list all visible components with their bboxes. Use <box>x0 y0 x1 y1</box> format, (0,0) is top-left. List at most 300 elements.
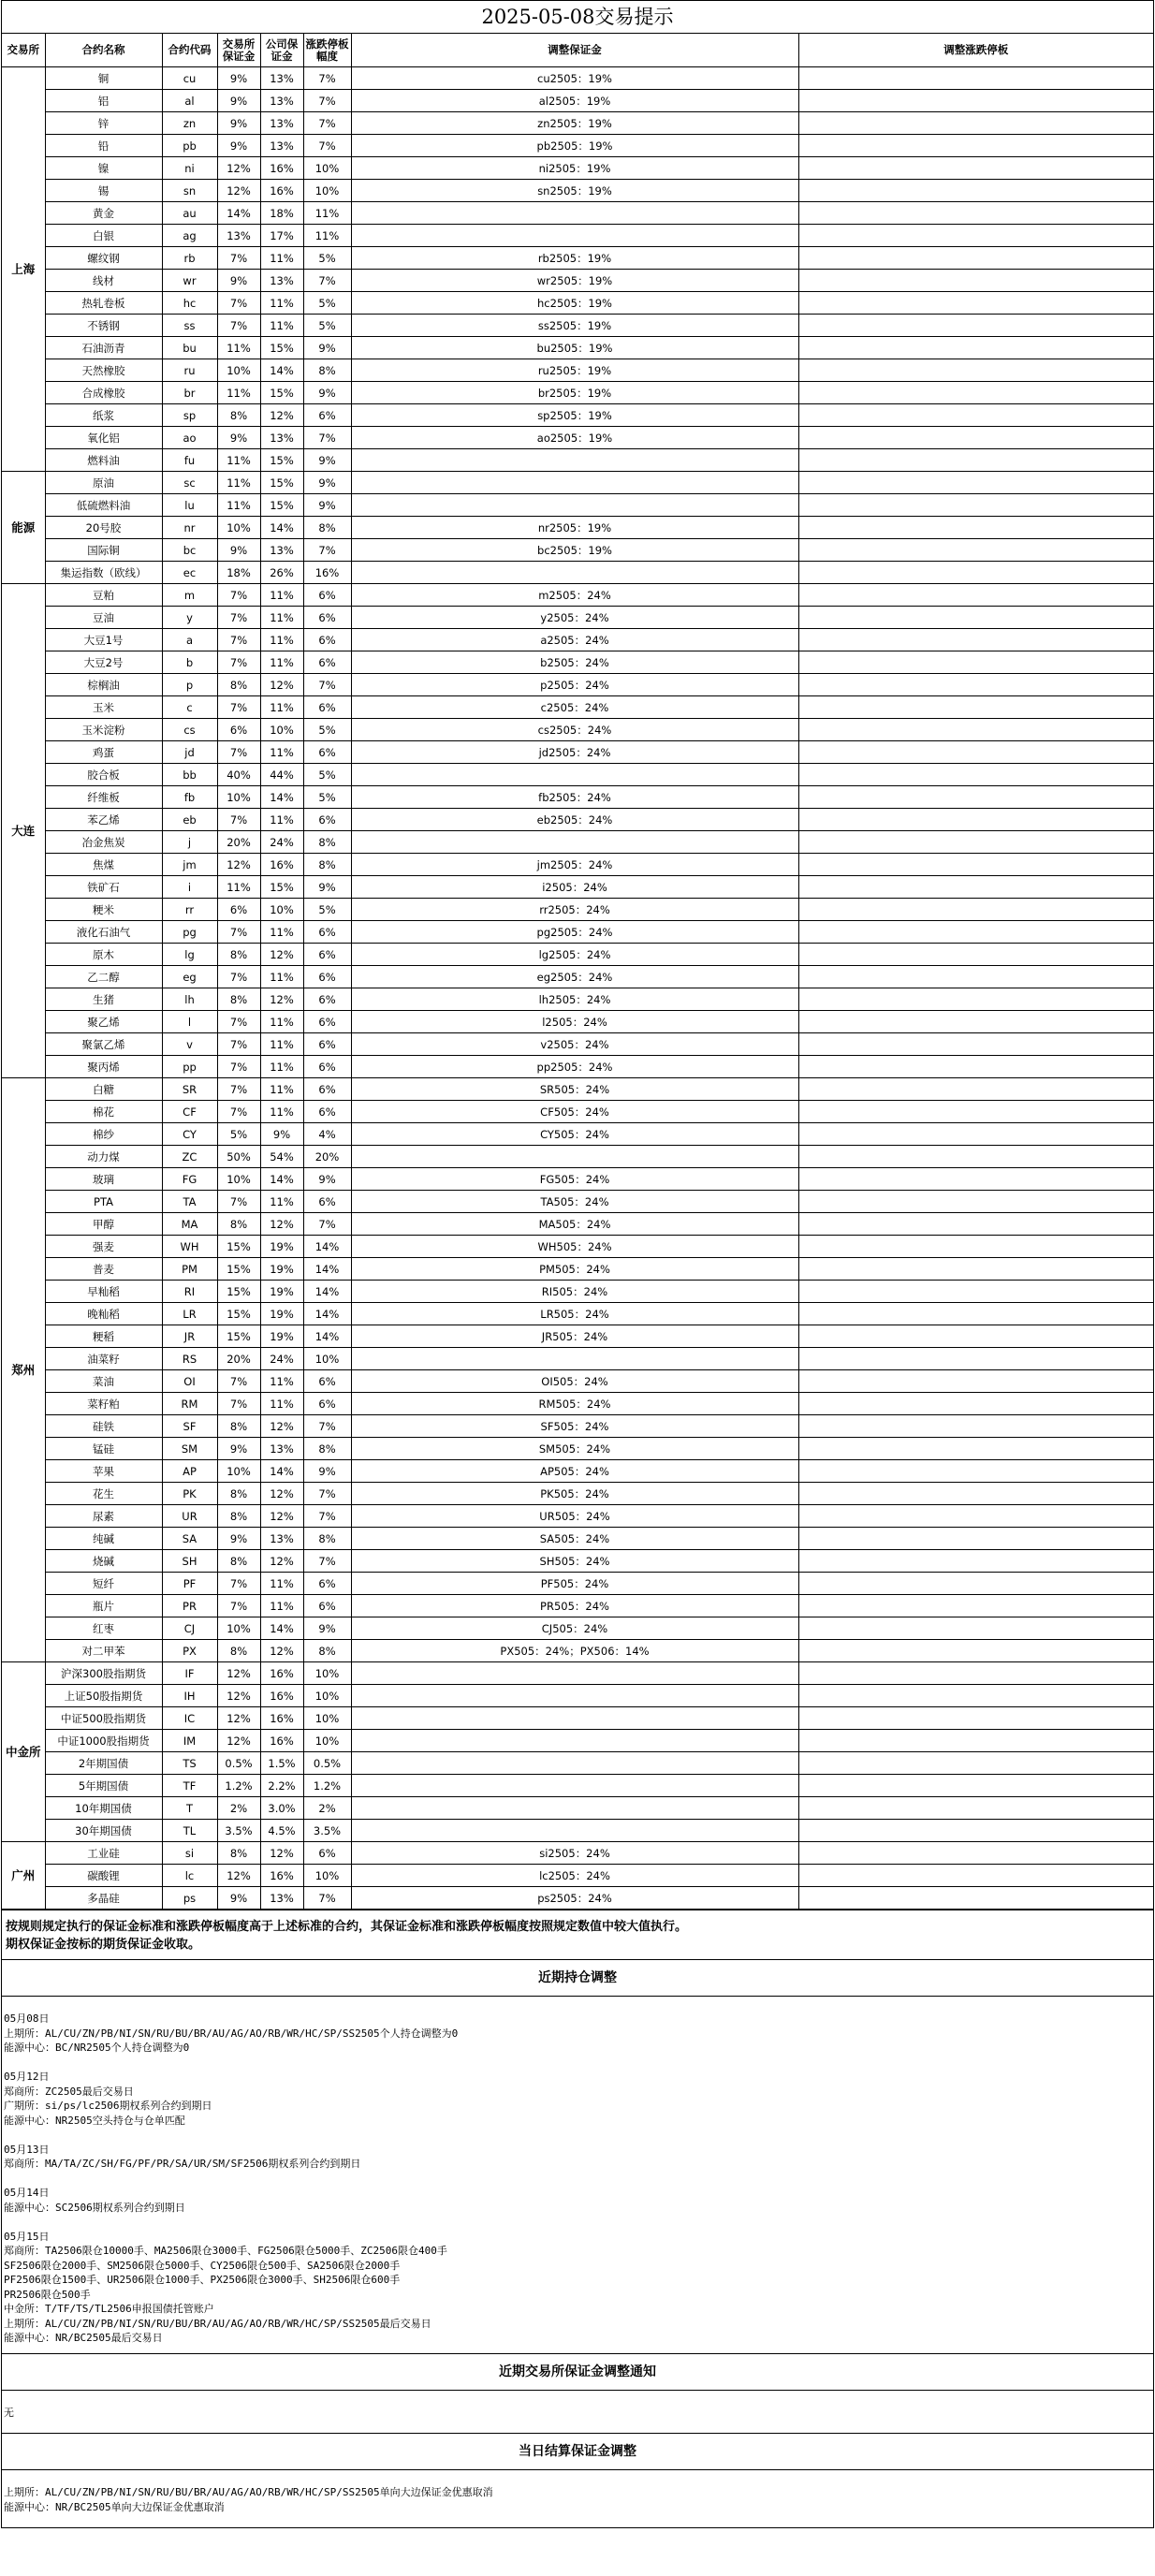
exchange-margin-cell: 50% <box>217 1146 260 1168</box>
table-row <box>2 135 1153 157</box>
company-margin-cell: 19% <box>260 1325 303 1348</box>
table-row <box>2 1213 1153 1236</box>
limit-range-cell: 6% <box>303 584 351 607</box>
adjusted-limit-cell <box>798 786 1153 809</box>
exchange-margin-cell: 9% <box>217 67 260 90</box>
adjusted-limit-cell <box>798 1033 1153 1056</box>
adjusted-margin-cell <box>351 1820 798 1842</box>
adjusted-margin-cell: cu2505：19% <box>351 67 798 90</box>
adjusted-margin-cell <box>351 1730 798 1752</box>
table-row <box>2 607 1153 629</box>
contract-name-cell: 油菜籽 <box>45 1348 162 1370</box>
adjusted-limit-cell <box>798 292 1153 315</box>
contract-code-cell: TA <box>162 1191 217 1213</box>
notice-line: 上期所：AL/CU/ZN/PB/NI/SN/RU/BU/BR/AU/AG/AO/RB/WR/HC/SP/SS2505单向大边保证金优惠取消 <box>4 2486 493 2498</box>
adjusted-margin-cell: al2505：19% <box>351 90 798 112</box>
company-margin-cell: 13% <box>260 112 303 135</box>
company-margin-cell: 12% <box>260 1550 303 1573</box>
contract-name-cell: 上证50股指期货 <box>45 1685 162 1707</box>
table-row <box>2 1281 1153 1303</box>
adjusted-limit-cell <box>798 1752 1153 1775</box>
table-row <box>2 629 1153 651</box>
exchange-margin-cell: 7% <box>217 1033 260 1056</box>
adjusted-limit-cell <box>798 1101 1153 1123</box>
adjusted-margin-cell <box>351 202 798 225</box>
company-margin-cell: 11% <box>260 607 303 629</box>
contract-code-cell: TF <box>162 1775 217 1797</box>
notice-line: 郑商所：MA/TA/ZC/SH/FG/PF/PR/SA/UR/SM/SF2506期权系列合约到期日 <box>4 2158 361 2170</box>
contract-code-cell: RS <box>162 1348 217 1370</box>
limit-range-cell: 6% <box>303 1573 351 1595</box>
exchange-margin-cell: 6% <box>217 899 260 921</box>
contract-code-cell: fu <box>162 449 217 472</box>
company-margin-cell: 16% <box>260 1662 303 1685</box>
company-margin-cell: 15% <box>260 382 303 404</box>
limit-range-cell: 8% <box>303 1528 351 1550</box>
contract-name-cell: 螺纹钢 <box>45 247 162 270</box>
adjusted-margin-cell: bc2505：19% <box>351 539 798 562</box>
company-margin-cell: 12% <box>260 1483 303 1505</box>
limit-range-cell: 16% <box>303 562 351 584</box>
adjusted-limit-cell <box>798 382 1153 404</box>
company-margin-cell: 14% <box>260 1168 303 1191</box>
notice-block <box>4 2230 1151 2346</box>
adjusted-margin-cell: si2505：24% <box>351 1842 798 1865</box>
adjusted-margin-cell <box>351 562 798 584</box>
adjusted-margin-cell: sn2505：19% <box>351 180 798 202</box>
adjusted-limit-cell <box>798 1865 1153 1887</box>
adjusted-limit-cell <box>798 1730 1153 1752</box>
adjusted-limit-cell <box>798 315 1153 337</box>
contract-code-cell: bu <box>162 337 217 359</box>
limit-range-cell: 6% <box>303 741 351 764</box>
contract-code-cell: lg <box>162 944 217 966</box>
table-row <box>2 1505 1153 1528</box>
company-margin-cell: 12% <box>260 988 303 1011</box>
exchange-margin-cell: 7% <box>217 1056 260 1078</box>
company-margin-cell: 11% <box>260 1056 303 1078</box>
contract-code-cell: LR <box>162 1303 217 1325</box>
exchange-margin-cell: 7% <box>217 315 260 337</box>
exchange-margin-cell: 8% <box>217 1842 260 1865</box>
contract-name-cell: 棉花 <box>45 1101 162 1123</box>
adjusted-limit-cell <box>798 1842 1153 1865</box>
adjusted-limit-cell <box>798 225 1153 247</box>
company-margin-cell: 11% <box>260 1101 303 1123</box>
notice-block <box>4 2070 1151 2128</box>
company-margin-cell: 13% <box>260 1438 303 1460</box>
limit-range-cell: 6% <box>303 809 351 831</box>
table-row <box>2 1707 1153 1730</box>
adjusted-limit-cell <box>798 1348 1153 1370</box>
exchange-margin-cell: 9% <box>217 1438 260 1460</box>
adjusted-margin-cell: v2505：24% <box>351 1033 798 1056</box>
company-margin-cell: 3.0% <box>260 1797 303 1820</box>
table-row <box>2 1550 1153 1573</box>
adjusted-limit-cell <box>798 1123 1153 1146</box>
exchange-margin-cell: 9% <box>217 539 260 562</box>
company-margin-cell: 11% <box>260 1033 303 1056</box>
contract-code-cell: CJ <box>162 1617 217 1640</box>
exchange-cell: 郑州 <box>2 1078 45 1662</box>
contract-code-cell: jm <box>162 854 217 876</box>
table-row <box>2 517 1153 539</box>
limit-range-cell: 10% <box>303 157 351 180</box>
section-title: 近期交易所保证金调整通知 <box>2 2353 1153 2391</box>
limit-range-cell: 5% <box>303 719 351 741</box>
header-exchange-margin: 交易所保证金 <box>217 34 260 67</box>
contract-code-cell: al <box>162 90 217 112</box>
exchange-margin-cell: 10% <box>217 1617 260 1640</box>
table-row <box>2 1191 1153 1213</box>
limit-range-cell: 8% <box>303 1640 351 1662</box>
company-margin-cell: 11% <box>260 315 303 337</box>
contract-name-cell: 20号胶 <box>45 517 162 539</box>
exchange-margin-cell: 9% <box>217 112 260 135</box>
notice-sections <box>2 1959 1153 2527</box>
contract-name-cell: 尿素 <box>45 1505 162 1528</box>
limit-range-cell: 1.2% <box>303 1775 351 1797</box>
limit-range-cell: 8% <box>303 1438 351 1460</box>
contract-code-cell: pg <box>162 921 217 944</box>
contract-name-cell: 集运指数（欧线） <box>45 562 162 584</box>
contract-code-cell: lh <box>162 988 217 1011</box>
contract-code-cell: SA <box>162 1528 217 1550</box>
adjusted-margin-cell: PM505：24% <box>351 1258 798 1281</box>
table-row <box>2 382 1153 404</box>
notice-block <box>4 2186 1151 2215</box>
exchange-margin-cell: 7% <box>217 1393 260 1415</box>
table-row <box>2 1370 1153 1393</box>
limit-range-cell: 9% <box>303 1617 351 1640</box>
limit-range-cell: 10% <box>303 1730 351 1752</box>
contract-name-cell: 红枣 <box>45 1617 162 1640</box>
limit-range-cell: 14% <box>303 1236 351 1258</box>
contract-name-cell: 2年期国债 <box>45 1752 162 1775</box>
contract-code-cell: ps <box>162 1887 217 1910</box>
adjusted-limit-cell <box>798 1146 1153 1168</box>
adjusted-margin-cell: SR505：24% <box>351 1078 798 1101</box>
adjusted-margin-cell: jm2505：24% <box>351 854 798 876</box>
company-margin-cell: 11% <box>260 1393 303 1415</box>
table-row <box>2 809 1153 831</box>
exchange-margin-cell: 8% <box>217 1505 260 1528</box>
adjusted-margin-cell <box>351 225 798 247</box>
adjusted-limit-cell <box>798 1325 1153 1348</box>
contract-name-cell: 锌 <box>45 112 162 135</box>
adjusted-margin-cell: PF505：24% <box>351 1573 798 1595</box>
page-title: 2025-05-08交易提示 <box>2 1 1153 34</box>
limit-range-cell: 4% <box>303 1123 351 1146</box>
limit-range-cell: 8% <box>303 517 351 539</box>
contract-code-cell: j <box>162 831 217 854</box>
adjusted-limit-cell <box>798 517 1153 539</box>
table-row <box>2 539 1153 562</box>
contract-name-cell: 碳酸锂 <box>45 1865 162 1887</box>
limit-range-cell: 6% <box>303 1191 351 1213</box>
adjusted-limit-cell <box>798 607 1153 629</box>
adjusted-margin-cell: y2505：24% <box>351 607 798 629</box>
adjusted-margin-cell <box>351 1685 798 1707</box>
adjusted-limit-cell <box>798 696 1153 719</box>
company-margin-cell: 13% <box>260 1528 303 1550</box>
contract-name-cell: 玻璃 <box>45 1168 162 1191</box>
contract-name-cell: 硅铁 <box>45 1415 162 1438</box>
limit-range-cell: 5% <box>303 292 351 315</box>
limit-range-cell: 7% <box>303 112 351 135</box>
notice-block <box>4 2406 1151 2421</box>
margin-table <box>2 34 1153 1910</box>
exchange-margin-cell: 7% <box>217 292 260 315</box>
limit-range-cell: 6% <box>303 988 351 1011</box>
contract-name-cell: 豆油 <box>45 607 162 629</box>
limit-range-cell: 3.5% <box>303 1820 351 1842</box>
adjusted-margin-cell: CY505：24% <box>351 1123 798 1146</box>
adjusted-margin-cell: eg2505：24% <box>351 966 798 988</box>
company-margin-cell: 16% <box>260 1685 303 1707</box>
table-row <box>2 696 1153 719</box>
adjusted-margin-cell: wr2505：19% <box>351 270 798 292</box>
adjusted-margin-cell: SM505：24% <box>351 1438 798 1460</box>
exchange-margin-cell: 8% <box>217 1640 260 1662</box>
adjusted-limit-cell <box>798 404 1153 427</box>
adjusted-margin-cell: sp2505：19% <box>351 404 798 427</box>
adjusted-limit-cell <box>798 1483 1153 1505</box>
adjusted-limit-cell <box>798 1550 1153 1573</box>
adjusted-margin-cell <box>351 1146 798 1168</box>
adjusted-margin-cell: ni2505：19% <box>351 157 798 180</box>
adjusted-margin-cell: MA505：24% <box>351 1213 798 1236</box>
table-row <box>2 1483 1153 1505</box>
contract-code-cell: i <box>162 876 217 899</box>
contract-code-cell: b <box>162 651 217 674</box>
table-row <box>2 831 1153 854</box>
adjusted-margin-cell: WH505：24% <box>351 1236 798 1258</box>
adjusted-limit-cell <box>798 359 1153 382</box>
limit-range-cell: 6% <box>303 1101 351 1123</box>
adjusted-margin-cell: LR505：24% <box>351 1303 798 1325</box>
contract-code-cell: eb <box>162 809 217 831</box>
company-margin-cell: 15% <box>260 337 303 359</box>
exchange-margin-cell: 7% <box>217 809 260 831</box>
trading-notice-sheet <box>1 0 1154 2528</box>
limit-range-cell: 7% <box>303 1483 351 1505</box>
table-row <box>2 786 1153 809</box>
adjusted-limit-cell <box>798 562 1153 584</box>
contract-code-cell: rb <box>162 247 217 270</box>
limit-range-cell: 14% <box>303 1258 351 1281</box>
company-margin-cell: 54% <box>260 1146 303 1168</box>
table-row <box>2 404 1153 427</box>
limit-range-cell: 7% <box>303 674 351 696</box>
contract-name-cell: 白糖 <box>45 1078 162 1101</box>
contract-name-cell: 低硫燃料油 <box>45 494 162 517</box>
contract-code-cell: jd <box>162 741 217 764</box>
contract-code-cell: zn <box>162 112 217 135</box>
company-margin-cell: 11% <box>260 1191 303 1213</box>
limit-range-cell: 9% <box>303 1460 351 1483</box>
adjusted-margin-cell <box>351 449 798 472</box>
limit-range-cell: 9% <box>303 1168 351 1191</box>
limit-range-cell: 9% <box>303 494 351 517</box>
table-row <box>2 1123 1153 1146</box>
adjusted-limit-cell <box>798 1168 1153 1191</box>
limit-range-cell: 7% <box>303 135 351 157</box>
contract-name-cell: 苹果 <box>45 1460 162 1483</box>
adjusted-limit-cell <box>798 90 1153 112</box>
adjusted-margin-cell: pg2505：24% <box>351 921 798 944</box>
limit-range-cell: 6% <box>303 1370 351 1393</box>
contract-code-cell: hc <box>162 292 217 315</box>
company-margin-cell: 1.5% <box>260 1752 303 1775</box>
exchange-margin-cell: 7% <box>217 651 260 674</box>
contract-name-cell: 大豆2号 <box>45 651 162 674</box>
contract-code-cell: FG <box>162 1168 217 1191</box>
company-margin-cell: 11% <box>260 292 303 315</box>
notice-line: 上期所：AL/CU/ZN/PB/NI/SN/RU/BU/BR/AU/AG/AO/RB/WR/HC/SP/SS2505最后交易日 <box>4 2317 431 2330</box>
exchange-margin-cell: 8% <box>217 1550 260 1573</box>
limit-range-cell: 10% <box>303 1685 351 1707</box>
contract-code-cell: sc <box>162 472 217 494</box>
exchange-margin-cell: 7% <box>217 1191 260 1213</box>
contract-code-cell: SH <box>162 1550 217 1573</box>
adjusted-margin-cell <box>351 1775 798 1797</box>
company-margin-cell: 13% <box>260 67 303 90</box>
contract-name-cell: 聚氯乙烯 <box>45 1033 162 1056</box>
contract-code-cell: AP <box>162 1460 217 1483</box>
exchange-cell: 广州 <box>2 1842 45 1910</box>
limit-range-cell: 7% <box>303 90 351 112</box>
exchange-margin-cell: 12% <box>217 1707 260 1730</box>
limit-range-cell: 10% <box>303 1865 351 1887</box>
adjusted-limit-cell <box>798 1662 1153 1685</box>
adjusted-limit-cell <box>798 112 1153 135</box>
adjusted-margin-cell: PX505：24%；PX506：14% <box>351 1640 798 1662</box>
adjusted-limit-cell <box>798 876 1153 899</box>
adjusted-margin-cell: pb2505：19% <box>351 135 798 157</box>
limit-range-cell: 7% <box>303 67 351 90</box>
exchange-margin-cell: 8% <box>217 404 260 427</box>
contract-name-cell: 冶金焦炭 <box>45 831 162 854</box>
table-row <box>2 584 1153 607</box>
contract-name-cell: 菜油 <box>45 1370 162 1393</box>
contract-code-cell: IC <box>162 1707 217 1730</box>
adjusted-margin-cell: jd2505：24% <box>351 741 798 764</box>
adjusted-limit-cell <box>798 1573 1153 1595</box>
adjusted-margin-cell: a2505：24% <box>351 629 798 651</box>
company-margin-cell: 13% <box>260 539 303 562</box>
limit-range-cell: 7% <box>303 1415 351 1438</box>
exchange-margin-cell: 5% <box>217 1123 260 1146</box>
limit-range-cell: 6% <box>303 1393 351 1415</box>
contract-code-cell: TS <box>162 1752 217 1775</box>
company-margin-cell: 11% <box>260 1078 303 1101</box>
exchange-margin-cell: 8% <box>217 988 260 1011</box>
company-margin-cell: 12% <box>260 674 303 696</box>
table-row <box>2 1730 1153 1752</box>
limit-range-cell: 5% <box>303 786 351 809</box>
contract-code-cell: br <box>162 382 217 404</box>
contract-code-cell: p <box>162 674 217 696</box>
limit-range-cell: 7% <box>303 539 351 562</box>
limit-range-cell: 6% <box>303 629 351 651</box>
company-margin-cell: 10% <box>260 719 303 741</box>
table-row <box>2 1033 1153 1056</box>
contract-code-cell: ec <box>162 562 217 584</box>
exchange-margin-cell: 11% <box>217 472 260 494</box>
contract-name-cell: 5年期国债 <box>45 1775 162 1797</box>
contract-code-cell: cu <box>162 67 217 90</box>
exchange-margin-cell: 7% <box>217 1011 260 1033</box>
adjusted-margin-cell: ru2505：19% <box>351 359 798 382</box>
table-row <box>2 1258 1153 1281</box>
exchange-cell: 上海 <box>2 67 45 472</box>
contract-name-cell: 原油 <box>45 472 162 494</box>
exchange-margin-cell: 12% <box>217 1730 260 1752</box>
company-margin-cell: 13% <box>260 1887 303 1910</box>
adjusted-margin-cell <box>351 1348 798 1370</box>
limit-range-cell: 8% <box>303 854 351 876</box>
notice-line: 能源中心：NR/BC2505最后交易日 <box>4 2332 163 2344</box>
contract-code-cell: OI <box>162 1370 217 1393</box>
contract-name-cell: 玉米淀粉 <box>45 719 162 741</box>
contract-name-cell: 线材 <box>45 270 162 292</box>
table-row <box>2 1460 1153 1483</box>
contract-code-cell: nr <box>162 517 217 539</box>
adjusted-limit-cell <box>798 831 1153 854</box>
contract-name-cell: 烧碱 <box>45 1550 162 1573</box>
company-margin-cell: 16% <box>260 1865 303 1887</box>
table-row <box>2 202 1153 225</box>
adjusted-margin-cell <box>351 494 798 517</box>
exchange-margin-cell: 10% <box>217 786 260 809</box>
adjusted-limit-cell <box>798 674 1153 696</box>
adjusted-limit-cell <box>798 921 1153 944</box>
adjusted-limit-cell <box>798 539 1153 562</box>
exchange-margin-cell: 7% <box>217 629 260 651</box>
table-row <box>2 1056 1153 1078</box>
contract-name-cell: 动力煤 <box>45 1146 162 1168</box>
adjusted-limit-cell <box>798 1820 1153 1842</box>
adjusted-limit-cell <box>798 202 1153 225</box>
adjusted-margin-cell: ps2505：24% <box>351 1887 798 1910</box>
contract-name-cell: 棉纱 <box>45 1123 162 1146</box>
exchange-margin-cell: 7% <box>217 741 260 764</box>
contract-code-cell: IH <box>162 1685 217 1707</box>
adjusted-margin-cell <box>351 764 798 786</box>
exchange-margin-cell: 12% <box>217 1685 260 1707</box>
exchange-margin-cell: 2% <box>217 1797 260 1820</box>
table-row <box>2 359 1153 382</box>
table-row <box>2 1303 1153 1325</box>
section-body <box>2 1997 1153 2353</box>
adjusted-margin-cell: lh2505：24% <box>351 988 798 1011</box>
limit-range-cell: 6% <box>303 1033 351 1056</box>
contract-code-cell: bb <box>162 764 217 786</box>
adjusted-margin-cell: ss2505：19% <box>351 315 798 337</box>
contract-name-cell: 石油沥青 <box>45 337 162 359</box>
exchange-margin-cell: 7% <box>217 1370 260 1393</box>
contract-code-cell: ao <box>162 427 217 449</box>
exchange-margin-cell: 7% <box>217 1101 260 1123</box>
adjusted-limit-cell <box>798 247 1153 270</box>
adjusted-limit-cell <box>798 67 1153 90</box>
contract-code-cell: a <box>162 629 217 651</box>
company-margin-cell: 11% <box>260 1370 303 1393</box>
exchange-margin-cell: 8% <box>217 674 260 696</box>
notice-block <box>4 2485 1151 2514</box>
company-margin-cell: 12% <box>260 944 303 966</box>
